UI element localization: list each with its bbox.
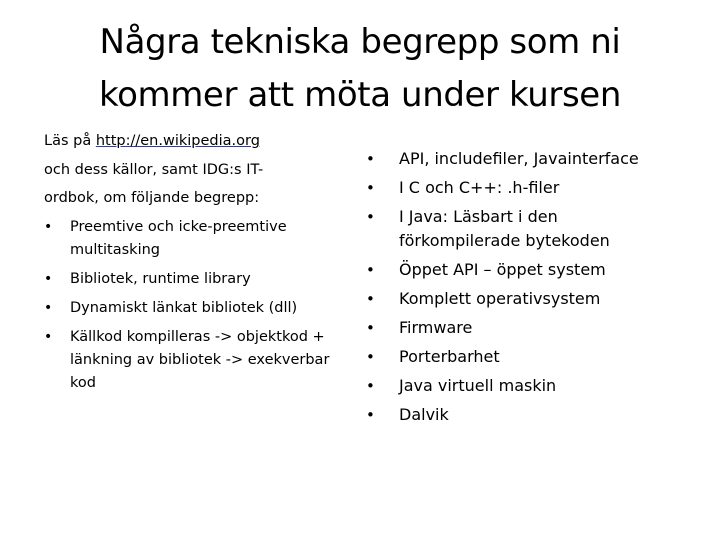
intro-line-3: ordbok, om följande begrepp:: [44, 190, 260, 207]
list-item-text: Öppet API – öppet system: [399, 260, 606, 279]
list-item-text: Bibliotek, runtime library: [70, 271, 251, 288]
intro-paragraph: [44, 127, 344, 213]
list-item: [364, 145, 684, 174]
left-bullet-list: [44, 213, 344, 398]
right-bullet-list: [364, 145, 684, 430]
wikipedia-link[interactable]: http://en.wikipedia.org: [95, 133, 260, 149]
bullet-icon: •: [44, 219, 53, 236]
list-item-text: Dynamiskt länkat bibliotek (dll): [70, 300, 298, 317]
list-item-text: Preemtive och icke-preemtive multitasking: [70, 219, 287, 259]
list-item-text: Källkod kompilleras -> objektkod + länkning av bibliotek -> exekverbar kod: [70, 329, 330, 392]
bullet-icon: •: [366, 319, 375, 337]
list-item: [364, 401, 684, 430]
list-item-text: API, includefiler, Javainterface: [399, 149, 639, 168]
bullet-icon: •: [44, 300, 53, 317]
list-item-text: I Java: Läsbart i den förkompilerade bytekoden: [399, 207, 610, 250]
intro-prefix: Läs på: [44, 133, 96, 149]
list-item-text: Java virtuell maskin: [399, 376, 557, 395]
bullet-icon: •: [366, 179, 375, 197]
bullet-icon: •: [366, 261, 375, 279]
list-item: [44, 213, 344, 265]
list-item: [44, 294, 344, 323]
list-item-text: I C och C++: .h-filer: [399, 178, 560, 197]
slide-title-line-2: kommer att möta under kursen: [99, 75, 621, 115]
bullet-icon: •: [44, 329, 53, 346]
list-item-text: Firmware: [399, 318, 473, 337]
bullet-icon: •: [366, 348, 375, 366]
bullet-icon: •: [366, 406, 375, 424]
bullet-icon: •: [366, 150, 375, 168]
right-column: [364, 145, 684, 430]
intro-line-2: och dess källor, samt IDG:s IT-: [44, 161, 264, 178]
list-item-text: Dalvik: [399, 405, 449, 424]
bullet-icon: •: [44, 271, 53, 288]
list-item: [364, 256, 684, 285]
list-item: [44, 323, 344, 398]
bullet-icon: •: [366, 377, 375, 395]
left-column: [44, 127, 344, 398]
list-item: [364, 372, 684, 401]
list-item: [364, 314, 684, 343]
list-item: [364, 285, 684, 314]
slide-title-line-1: Några tekniska begrepp som ni: [99, 22, 621, 62]
list-item: [364, 343, 684, 372]
slide-title: [40, 16, 680, 122]
list-item-text: Porterbarhet: [399, 347, 500, 366]
list-item: [44, 265, 344, 294]
bullet-icon: •: [366, 208, 375, 226]
list-item: [364, 174, 684, 203]
list-item: [364, 203, 684, 256]
bullet-icon: •: [366, 290, 375, 308]
list-item-text: Komplett operativsystem: [399, 289, 601, 308]
